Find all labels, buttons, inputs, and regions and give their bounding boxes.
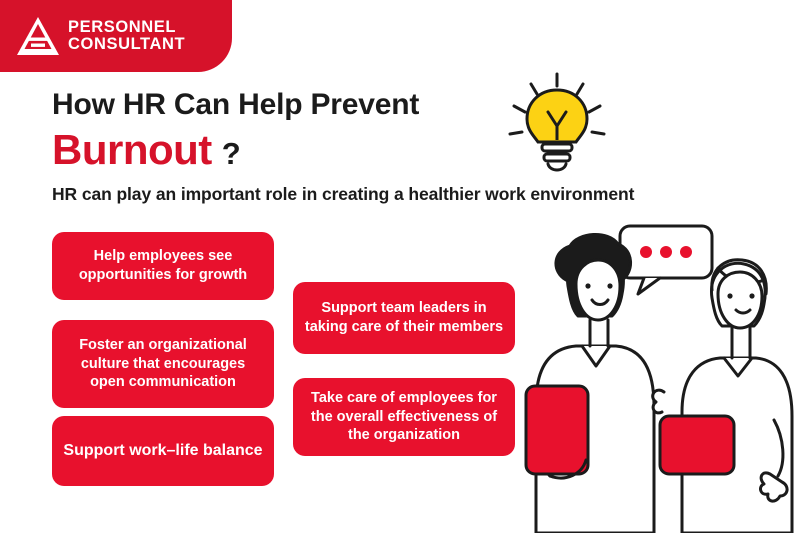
brand-header (0, 0, 232, 72)
two-people-talking-illustration (512, 224, 800, 533)
tip-card[interactable]: Take care of employees for the overall effectiveness of the organization (293, 378, 515, 456)
page-title-line1: How HR Can Help Prevent (52, 88, 420, 121)
brand-name-line2: CONSULTANT (68, 35, 186, 53)
page-subtitle: HR can play an important role in creating a healthier work environment (52, 184, 635, 204)
page-title-highlight: Burnout (52, 126, 212, 173)
tip-card[interactable]: Help employees see opportunities for growth (52, 232, 274, 300)
tip-card[interactable]: Foster an organizational culture that encourages open communication (52, 320, 274, 408)
brand-name (68, 19, 185, 53)
page-title-line2 (52, 126, 241, 174)
speech-bubble-ellipsis-icon (620, 226, 712, 294)
tip-card[interactable]: Support team leaders in taking care of their members (293, 282, 515, 354)
tip-card[interactable]: Support work–life balance (52, 416, 274, 486)
brand-name-line1: PERSONNEL (68, 18, 177, 37)
page-title-question-mark: ? (221, 136, 241, 171)
lightbulb-idea-icon (498, 72, 616, 180)
triangle-a-logo-icon (16, 15, 60, 57)
